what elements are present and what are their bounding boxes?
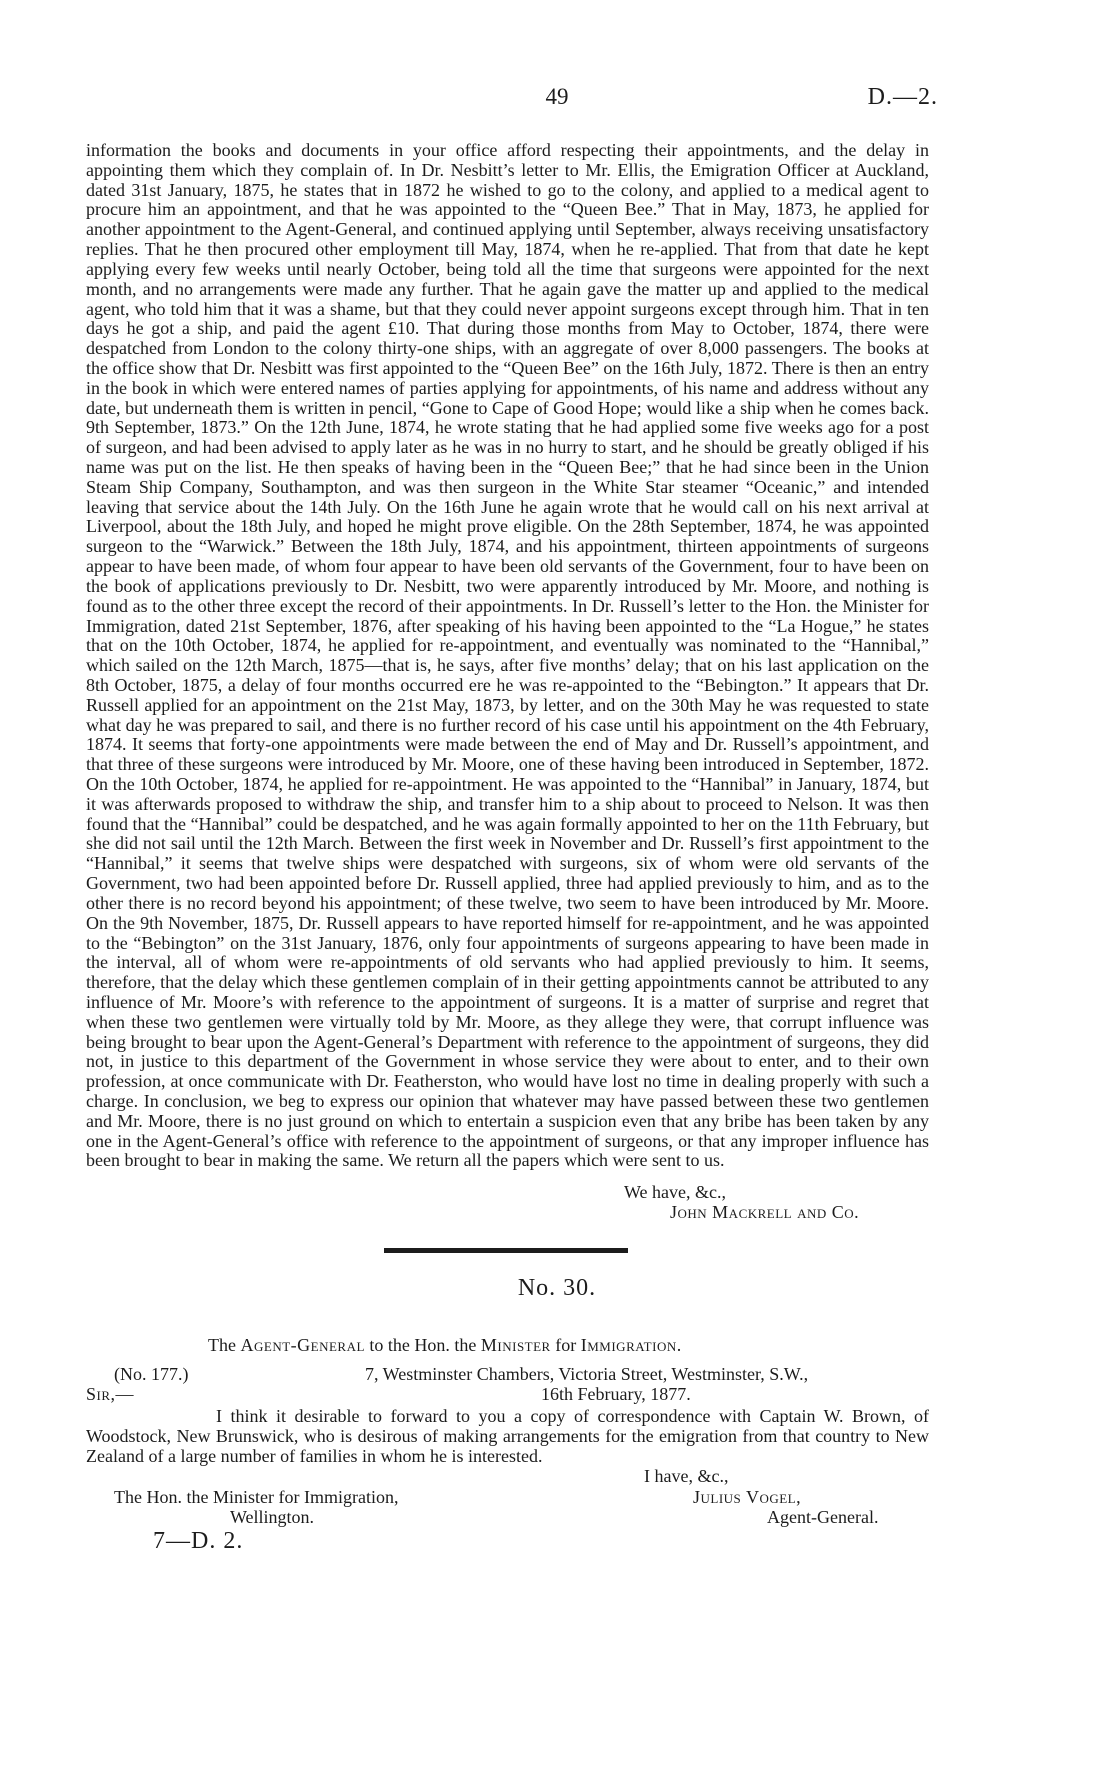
report-closing: We have, &c.,	[624, 1182, 727, 1202]
letter-number-heading: No. 30.	[517, 1275, 597, 1301]
sheet-mark: 7—D. 2.	[153, 1528, 244, 1554]
document-code: D.—2.	[867, 84, 938, 110]
addressee-line-2: Wellington.	[230, 1507, 315, 1527]
letter-closing: I have, &c.,	[644, 1466, 729, 1486]
addressee-line-1: The Hon. the Minister for Immigration,	[114, 1487, 399, 1507]
title-recipient: Minister	[480, 1335, 551, 1355]
letter-body: I think it desirable to forward to you a copy of correspondence with Captain W. Brown, of Woodstock, New Brunswick, who is desirous of making arrangements for the emigration from that country to New Zealand of a large number of families in whom he is interested.	[86, 1406, 929, 1466]
title-department: Immigration	[580, 1335, 677, 1355]
title-end: .	[676, 1335, 682, 1355]
title-mid: to the Hon. the	[364, 1335, 481, 1355]
letter-title	[208, 1335, 681, 1356]
letter-salutation: Sir,—	[86, 1384, 135, 1404]
title-prefix: The	[208, 1335, 241, 1355]
letter-reference: (No. 177.)	[114, 1364, 189, 1384]
page-number: 49	[545, 84, 569, 109]
letter-date: 16th February, 1877.	[541, 1384, 691, 1404]
letter-address: 7, Westminster Chambers, Victoria Street, Westminster, S.W.,	[365, 1364, 809, 1384]
title-sender: Agent-General	[240, 1335, 365, 1355]
section-divider-rule	[384, 1248, 628, 1253]
signer-name: Julius Vogel,	[693, 1487, 802, 1507]
title-for: for	[550, 1335, 581, 1355]
report-signature: John Mackrell and Co.	[670, 1202, 860, 1222]
report-body-paragraph: information the books and documents in your office afford respecting their appointments, and the delay in appointing them which they complain of. In Dr. Nesbitt’s letter to Mr. Ellis, the Emigration Officer at Auckland, dated 31st January, 1875, he states that in 1872 he wished to go to the colony, and applied to a medical agent to procure him an appointment, and that he was appointed to the “Queen Bee.” That in May, 1873, he applied for another appointment to the Agent-General, and continued applying until September, always receiving unsatisfactory replies. That he then procured other employment till May, 1874, when he re-applied. That from that date he kept applying every few weeks until nearly October, being told all the time that surgeons were appointed for the next month, and no arrangements were made any further. That he again gave the matter up and applied to the medical agent, who told him that it was a shame, but that they could never appoint surgeons except through him. That in ten days he got a ship, and paid the agent £10. That during those months from May to October, 1874, there were despatched from London to the colony thirty-one ships, with an aggregate of over 8,000 passengers. The books at the office show that Dr. Nesbitt was first appointed to the “Queen Bee” on the 16th July, 1872. There is then an entry in the book in which were entered names of parties applying for appointments, of his name and address without any date, but underneath them is written in pencil, “Gone to Cape of Good Hope; would like a ship when he comes back. 9th September, 1873.” On the 12th June, 1874, he wrote stating that he had applied some five weeks ago for a post of surgeon, and had been advised to apply later as he was in no hurry to start, and he should be greatly obliged if his name was put on the list. He then speaks of having been in the “Queen Bee;” that he had since been in the Union Steam Ship Company, Southampton, and was then surgeon in the White Star steamer “Oceanic,” and intended leaving that service about the 14th July. On the 16th June he again wrote that he would call on his next arrival at Liverpool, about the 18th July, and hoped he might prove eligible. On the 28th September, 1874, he was appointed surgeon to the “Warwick.” Between the 18th July, 1874, and his appointment, thirteen appointments of surgeons appear to have been made, of whom four appear to have been old servants of the Government, four to have been on the book of applications previously to Dr. Nesbitt, two were apparently introduced by Mr. Moore, and nothing is found as to the other three except the record of their appointments. In Dr. Russell’s letter to the Hon. the Minister for Immigration, dated 21st September, 1876, after speaking of his having been appointed to the “La Hogue,” he states that on the 10th October, 1874, he applied for re-appointment, and eventually was nominated to the “Hannibal,” which sailed on the 12th March, 1875—that is, he says, after five months’ delay; that on his last application on the 8th October, 1875, a delay of four months occurred ere he was re-appointed to the “Bebington.” It appears that Dr. Russell applied for an appointment on the 21st May, 1873, by letter, and on the 30th May he was requested to state what day he was prepared to sail, and there is no further record of his case until his appointment on the 4th February, 1874. It seems that forty-one appointments were made between the end of May and Dr. Russell’s appointment, and that three of these surgeons were introduced by Mr. Moore, one of these having been introduced in September, 1872. On the 10th October, 1874, he applied for re-appointment. He was appointed to the “Hannibal” in January, 1874, but it was afterwards proposed to withdraw the ship, and transfer him to a ship about to proceed to Nelson. It was then found that the “Hannibal” could be despatched, and he was again formally appointed to her on the 11th February, but she did not sail until the 12th March. Between the first week in November and Dr. Russell’s first appointment to the “Hannibal,” it seems that twelve ships were despatched with surgeons, six of whom were old servants of the Government, two had been appointed before Dr. Russell applied, three had applied previously to him, and as to the other there is no record beyond his appointment; of these twelve, two seem to have been introduced by Mr. Moore. On the 9th November, 1875, Dr. Russell appears to have reported himself for re-appointment, and he was appointed to the “Bebington” on the 31st January, 1876, only four appointments of surgeons appearing to have been made in the interval, all of whom were re-appointments of old servants who had applied previously to him. It seems, therefore, that the delay which these gentlemen complain of in their getting appointments cannot be attributed to any influence of Mr. Moore’s with reference to the appointment of surgeons. It is a matter of surprise and regret that when these two gentlemen were virtually told by Mr. Moore, as they allege they were, that corrupt influence was being brought to bear upon the Agent-General’s Department with reference to the appointment of surgeons, they did not, in justice to this department of the Government in whose service they were about to enter, and to their own profession, at once communicate with Dr. Featherston, who would have lost no time in dealing properly with such a charge. In conclusion, we beg to express our opinion that whatever may have passed between these two gentlemen and Mr. Moore, there is no just ground on which to entertain a suspicion even that any bribe has been taken by any one in the Agent-General’s office with reference to the appointment of surgeons, or that any improper influence has been brought to bear in making the same. We return all the papers which were sent to us.	[86, 140, 929, 1171]
signer-title: Agent-General.	[767, 1507, 879, 1527]
